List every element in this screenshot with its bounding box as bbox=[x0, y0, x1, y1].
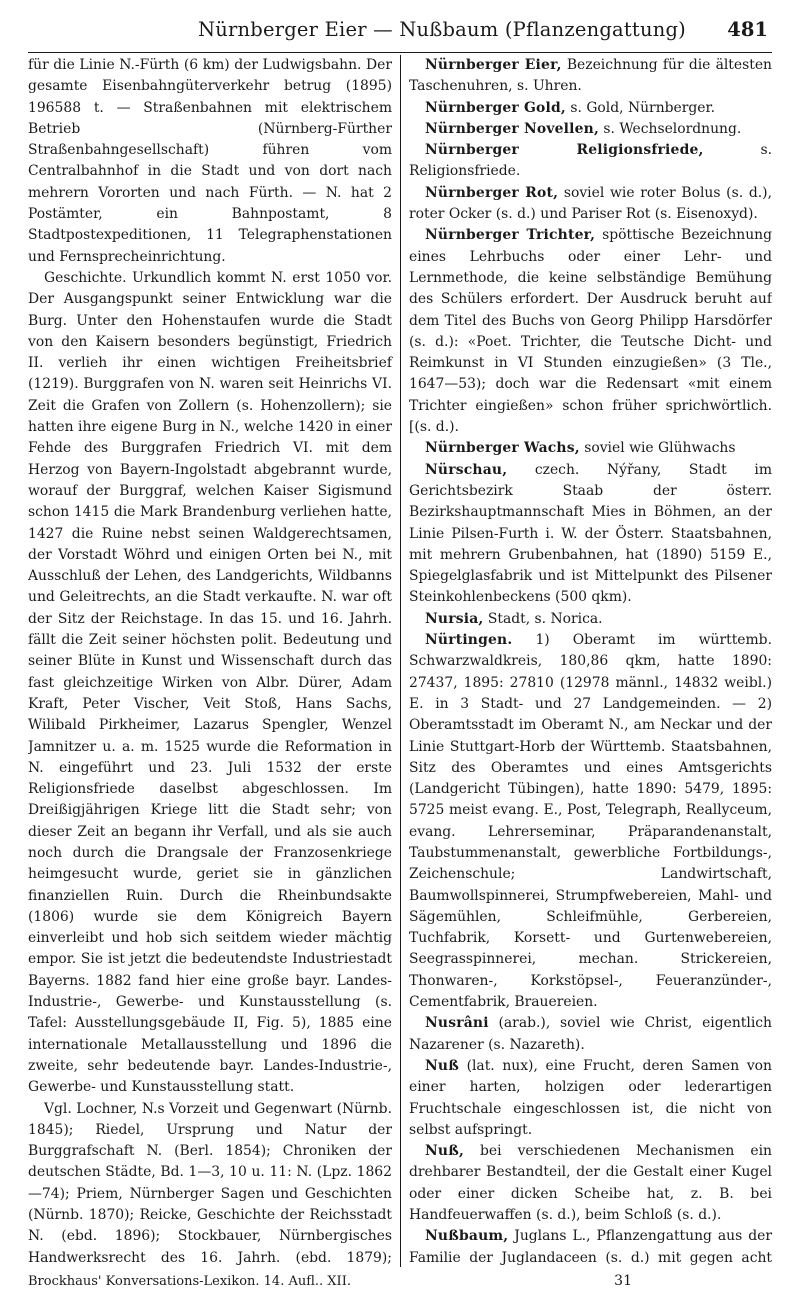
headword: Nußbaum, bbox=[425, 1228, 509, 1245]
paragraph-history: Geschichte. Urkundlich kommt N. erst 1050 vor. Der Ausgangspunkt seiner Entwicklung war die Burg. Unter den Hohenstaufen wurde die Stadt von den Kaisern besonders begünstigt, Friedrich II. verlieh ihr einen wichtigen Freiheitsbrief (1219). Burggrafen von N. waren seit Heinrichs VI. Zeit die Grafen von Zollern (s. Hohenzollern); sie hatten ihre eigene Burg in N., welche 1420 in einer Fehde des Burggrafen Friedrich VI. mit dem Herzog von Bayern-Ingolstadt abgebrannt wurde, worauf der Burggraf, welchen Kaiser Sigismund schon 1415 die Mark Brandenburg verliehen hatte, 1427 die Ruine nebst seinen Waldgerechtsamen, der Vorstadt Wöhrd und einigen Orten bei N., mit Ausschluß der Lehen, des Landgerichts, Wildbanns und Geleitrechts, an die Stadt verkaufte. N. war oft der Sitz der Reichstage. In das 15. und 16. Jahrh. fällt die Zeit seiner höchsten polit. Bedeutung und seiner Blüte in Kunst und Wissenschaft durch das fast gleichzeitige Wirken von Albr. Dürer, Adam Kraft, Peter Vischer, Veit Stoß, Hans Sachs, Wilibald Pirkheimer, Lazarus Spengler, Wenzel Jamnitzer u. a. m. 1525 wurde die Reformation in N. eingeführt und 23. Juli 1532 der erste Religionsfriede daselbst abgeschlossen. Im Dreißigjährigen Kriege litt die Stadt sehr; von dieser Zeit an begann ihr Verfall, und als sie auch noch durch die Drangsale der Franzosenkriege heimgesucht wurde, geriet sie in gänzlichen finanziellen Ruin. Durch die Rheinbundsakte (1806) wurde sie dem Königreich Bayern einverleibt und hob sich seitdem wieder mächtig empor. Sie ist jetzt die bedeutendste Industriestadt Bayerns. 1882 fand hier eine große bayr. Landes-Industrie-, Gewerbe- und Kunstausstellung (s. Tafel: Ausstellungsgebäude II, Fig. 5), 1885 eine internationale Metallausstellung und 1896 die zweite, sehr bedeutende bayr. Landes-Industrie-, Gewerbe- und Kunstausstellung statt. bbox=[28, 269, 392, 1096]
headword: Nuß bbox=[425, 1057, 459, 1074]
entry-nursia bbox=[409, 609, 772, 630]
entry-text: (arab.), soviel wie Christ, eigentlich Nazarener (s. Nazareth). bbox=[409, 1015, 772, 1053]
headword: Nürnberger Eier, bbox=[425, 57, 562, 73]
headword: Nürnberger Religionsfriede, bbox=[425, 142, 704, 159]
page-header bbox=[28, 18, 772, 53]
page-footer bbox=[28, 1273, 772, 1289]
entry-nuernberger-religionsfriede bbox=[409, 140, 772, 183]
entry-nuerschau bbox=[409, 460, 772, 609]
headword: Nürnberger Gold, bbox=[425, 99, 566, 116]
headword: Nuß, bbox=[425, 1143, 464, 1160]
right-column bbox=[400, 55, 772, 1267]
entry-nuernberger-wachs bbox=[409, 438, 772, 459]
entry-text: Bezeichnung für die ältesten Taschenuhren, s. Uhren. bbox=[409, 57, 772, 95]
entry-nuss-frucht bbox=[409, 1056, 772, 1141]
headword: Nürnberger Trichter, bbox=[425, 227, 596, 244]
entry-nuernberger-novellen bbox=[409, 119, 772, 140]
headword: Nürnberger Rot, bbox=[425, 184, 559, 201]
entry-text: soviel wie Glühwachs bbox=[579, 440, 736, 457]
entry-text: s. Wechselordnung. bbox=[598, 120, 742, 137]
entry-nussbaum bbox=[409, 1226, 772, 1267]
left-column bbox=[28, 55, 400, 1267]
entry-text: Stadt, s. Norica. bbox=[483, 610, 603, 627]
signature-mark: 31 bbox=[614, 1273, 632, 1289]
entry-nuernberger-rot bbox=[409, 183, 772, 226]
entry-nuertingen bbox=[409, 630, 772, 1013]
entry-text: s. Religionsfriede. bbox=[409, 142, 772, 180]
entry-text: 1) Oberamt im württemb. Schwarzwaldkreis, 180,86 qkm, hatte 1890: 27437, 1895: 27810 (12978 männl., 14832 weibl.) E. in 3 Stadt- und 27 Landgemeinden. — 2) Oberamtsstadt im Oberamt N., am Neckar und der Linie Stuttgart-Horb der Württemb. Staatsbahnen, Sitz des Oberamtes und eines Amtsgerichts (Landgericht Tübingen), hatte 1890: 5479, 1895: 5725 meist evang. E., Post, Telegraph, Reallyceum, evang. Lehrerseminar, Präparandenanstalt, Taubstummenanstalt, gewerbliche Fortbildungs-, Zeichenschule; Landwirtschaft, Baumwollspinnerei, Strumpfwebereien, Mahl- und Sägemühlen, Schleifmühle, Gerbereien, Tuchfabrik, Korsett- und Gurtenwebereien, Seegrasspinnerei, mechan. Strickereien, Thonwaren-, Korkstöpsel-, Feueranzünder-, Cementfabrik, Brauereien. bbox=[409, 632, 772, 1011]
headword: Nusrâni bbox=[425, 1015, 489, 1032]
headword: Nürnberger Novellen, bbox=[425, 120, 599, 137]
page-number: 481 bbox=[727, 18, 768, 41]
headword: Nürnberger Wachs, bbox=[425, 440, 580, 457]
entry-text: czech. Nýřany, Stadt im Gerichtsbezirk Staab der österr. Bezirkshauptmannschaft Mies in Böhmen, an der Linie Pilsen-Furth i. W. der Österr. Staatsbahnen, mit mehrern Grubenbahnen, hat (1890) 5159 E., Spiegelglasfabrik und ist Mittelpunkt des Pilsener Steinkohlenbeckens (500 qkm). bbox=[409, 461, 772, 606]
entry-text: s. Gold, Nürnberger. bbox=[565, 99, 716, 116]
entry-nuss-mechanismus bbox=[409, 1141, 772, 1226]
headword: Nürtingen. bbox=[425, 632, 513, 649]
headword: Nursia, bbox=[425, 610, 484, 627]
entry-nuernberger-gold bbox=[409, 98, 772, 119]
headword: Nürschau, bbox=[425, 461, 508, 478]
entry-nuernberger-eier bbox=[409, 55, 772, 98]
entry-text: spöttische Bezeichnung eines Lehrbuchs oder einer Lehr- und Lernmethode, die keine selbständige Bemühung des Schülers erfordert. Der Ausdruck beruht auf dem Titel des Buchs von Georg Philipp Harsdörfer (s. d.): «Poet. Trichter, die Teutsche Dicht- und Reimkunst in VI Stunden einzugießen» (3 Tle., 1647—53); doch war die Redensart «mit einem Trichter eingießen» schon früher sprichwörtlich. [(s. d.). bbox=[409, 227, 772, 436]
entry-text: (lat. nux), eine Frucht, deren Samen von einer harten, holzigen oder lederartigen Fruchtschale eingeschlossen ist, die nicht von selbst aufspringt. bbox=[409, 1057, 772, 1138]
entry-text: Juglans L., Pflanzengattung aus der Familie der Juglandaceen (s. d.) mit gegen acht bbox=[409, 1228, 772, 1266]
text-columns bbox=[28, 55, 772, 1267]
entry-text: soviel wie roter Bolus (s. d.), roter Ocker (s. d.) und Pariser Rot (s. Eisenoxyd). bbox=[409, 184, 772, 223]
imprint: Brockhaus' Konversations-Lexikon. 14. Aufl.. XII. bbox=[28, 1274, 351, 1289]
entry-nusrani bbox=[409, 1013, 772, 1056]
entry-text: bei verschiedenen Mechanismen ein drehbarer Bestandteil, der die Gestalt einer Kugel oder einer dicken Scheibe hat, z. B. bei Handfeuerwaffen (s. d.), beim Schloß (s. d.). bbox=[409, 1143, 772, 1224]
entry-nuernberger-trichter bbox=[409, 225, 772, 438]
paragraph-traffic: für die Linie N.-Fürth (6 km) der Ludwigsbahn. Der gesamte Eisenbahngüterverkehr betrug (1895) 196588 t. — Straßenbahnen mit elektrischem Betrieb (Nürnberg-Fürther Straßenbahngesellschaft) führen vom Centralbahnhof in die Stadt und von dort nach mehrern Vororten und nach Fürth. — N. hat 2 Postämter, ein Bahnpostamt, 8 Stadtpostexpeditionen, 11 Telegraphenstationen und Fernsprecheinrichtung. bbox=[28, 57, 392, 265]
running-head: Nürnberger Eier — Nußbaum (Pflanzengattung) bbox=[198, 18, 686, 41]
paragraph-literature: Vgl. Lochner, N.s Vorzeit und Gegenwart (Nürnb. 1845); Riedel, Ursprung und Natur der Burggrafschaft N. (Berl. 1854); Chroniken der deutschen Städte, Bd. 1—3, 10 u. 11: N. (Lpz. 1862—74); Priem, Nürnberger Sagen und Geschichten (Nürnb. 1870); Reicke, Geschichte der Reichsstadt N. (ebd. 1896); Stockbauer, Nürnbergisches Handwerksrecht des 16. Jahrh. (ebd. 1879); bbox=[28, 1100, 392, 1266]
